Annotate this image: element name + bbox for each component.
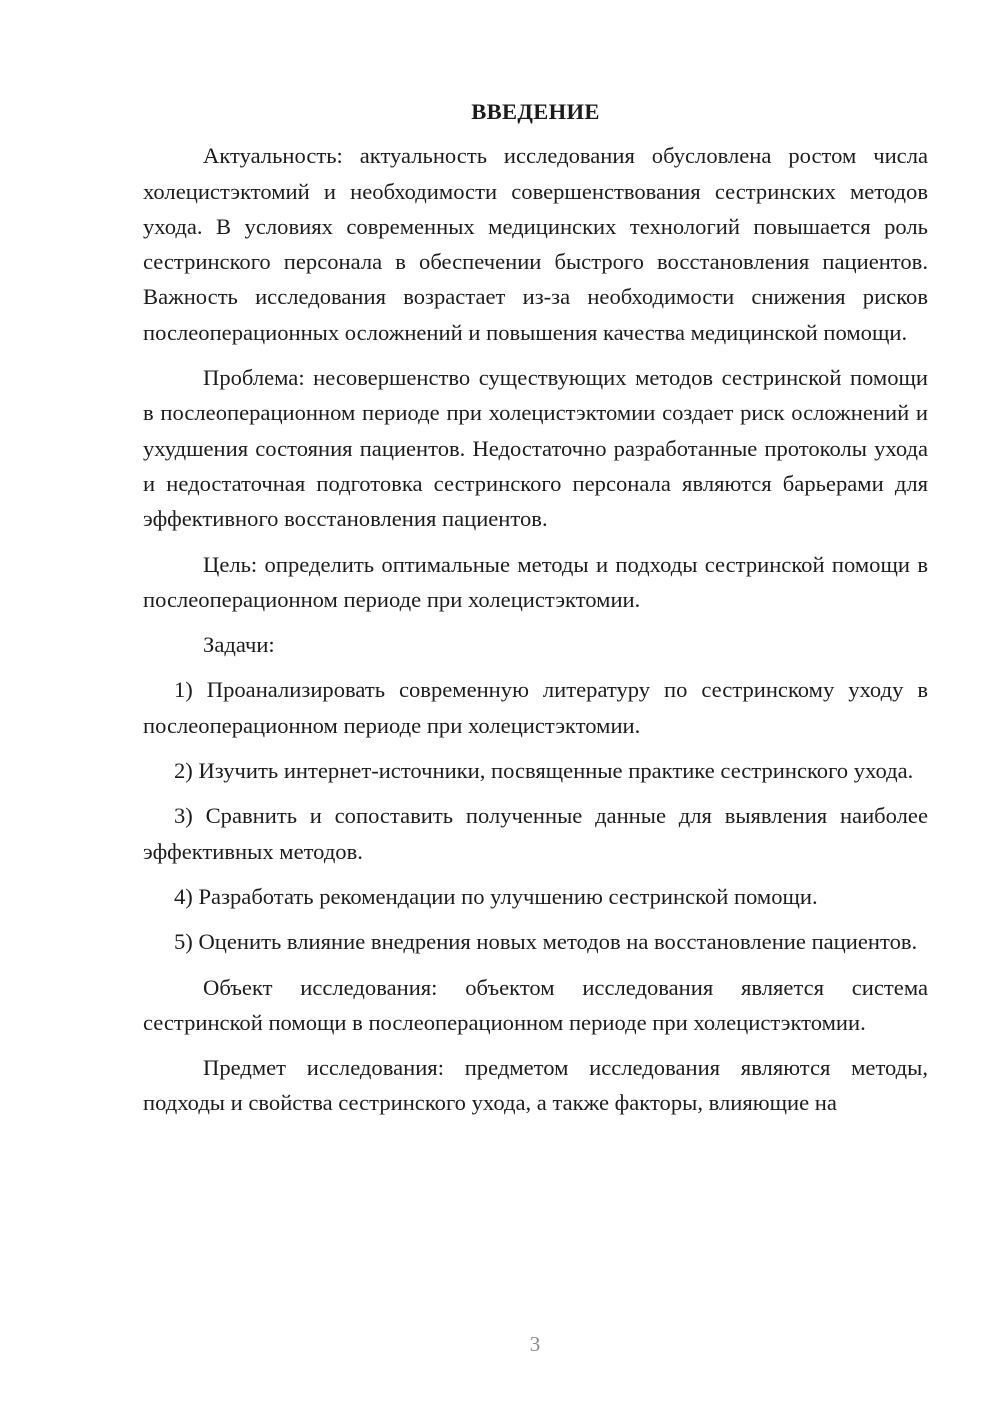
paragraph-relevance: Актуальность: актуальность исследования обусловлена ростом числа холецистэктомий и необходимости совершенствования сестринских методов ухода. В условиях современных медицинских технологий повышается роль сестринского персонала в обеспечении быстрого восстановления пациентов. Важность исследования возрастает из-за необходимости снижения рисков послеоперационных осложнений и повышения качества медицинской помощи.	[143, 143, 928, 345]
paragraph-problem: Проблема: несовершенство существующих методов сестринской помощи в послеоперационном периоде при холецистэктомии создает риск осложнений и ухудшения состояния пациентов. Недостаточно разработанные протоколы ухода и недостаточная подготовка сестринского персонала являются барьерами для эффективного восстановления пациентов.	[143, 365, 928, 532]
task-item: 5) Оценить влияние внедрения новых методов на восстановление пациентов.	[174, 929, 918, 955]
section-title: ВВЕДЕНИЕ	[471, 99, 600, 124]
task-item: 2) Изучить интернет-источники, посвященные практике сестринского ухода.	[174, 758, 914, 784]
paragraph-goal: Цель: определить оптимальные методы и подходы сестринской помощи в послеоперационном периоде при холецистэктомии.	[143, 551, 928, 612]
tasks-heading: Задачи:	[203, 632, 275, 658]
task-item: 3) Сравнить и сопоставить полученные данные для выявления наиболее эффективных методов.	[143, 803, 928, 864]
paragraph-object: Объект исследования: объектом исследования является система сестринской помощи в послеоперационном периоде при холецистэктомии.	[143, 974, 928, 1035]
page-number: 3	[529, 1332, 541, 1356]
paragraph-subject: Предмет исследования: предметом исследования являются методы, подходы и свойства сестринского ухода, а также факторы, влияющие на	[143, 1055, 928, 1116]
task-item: 4) Разработать рекомендации по улучшению сестринской помощи.	[174, 883, 818, 909]
page-content	[143, 94, 928, 1121]
task-item: 1) Проанализировать современную литературу по сестринскому уходу в послеоперационном периоде при холецистэктомии.	[143, 677, 928, 738]
